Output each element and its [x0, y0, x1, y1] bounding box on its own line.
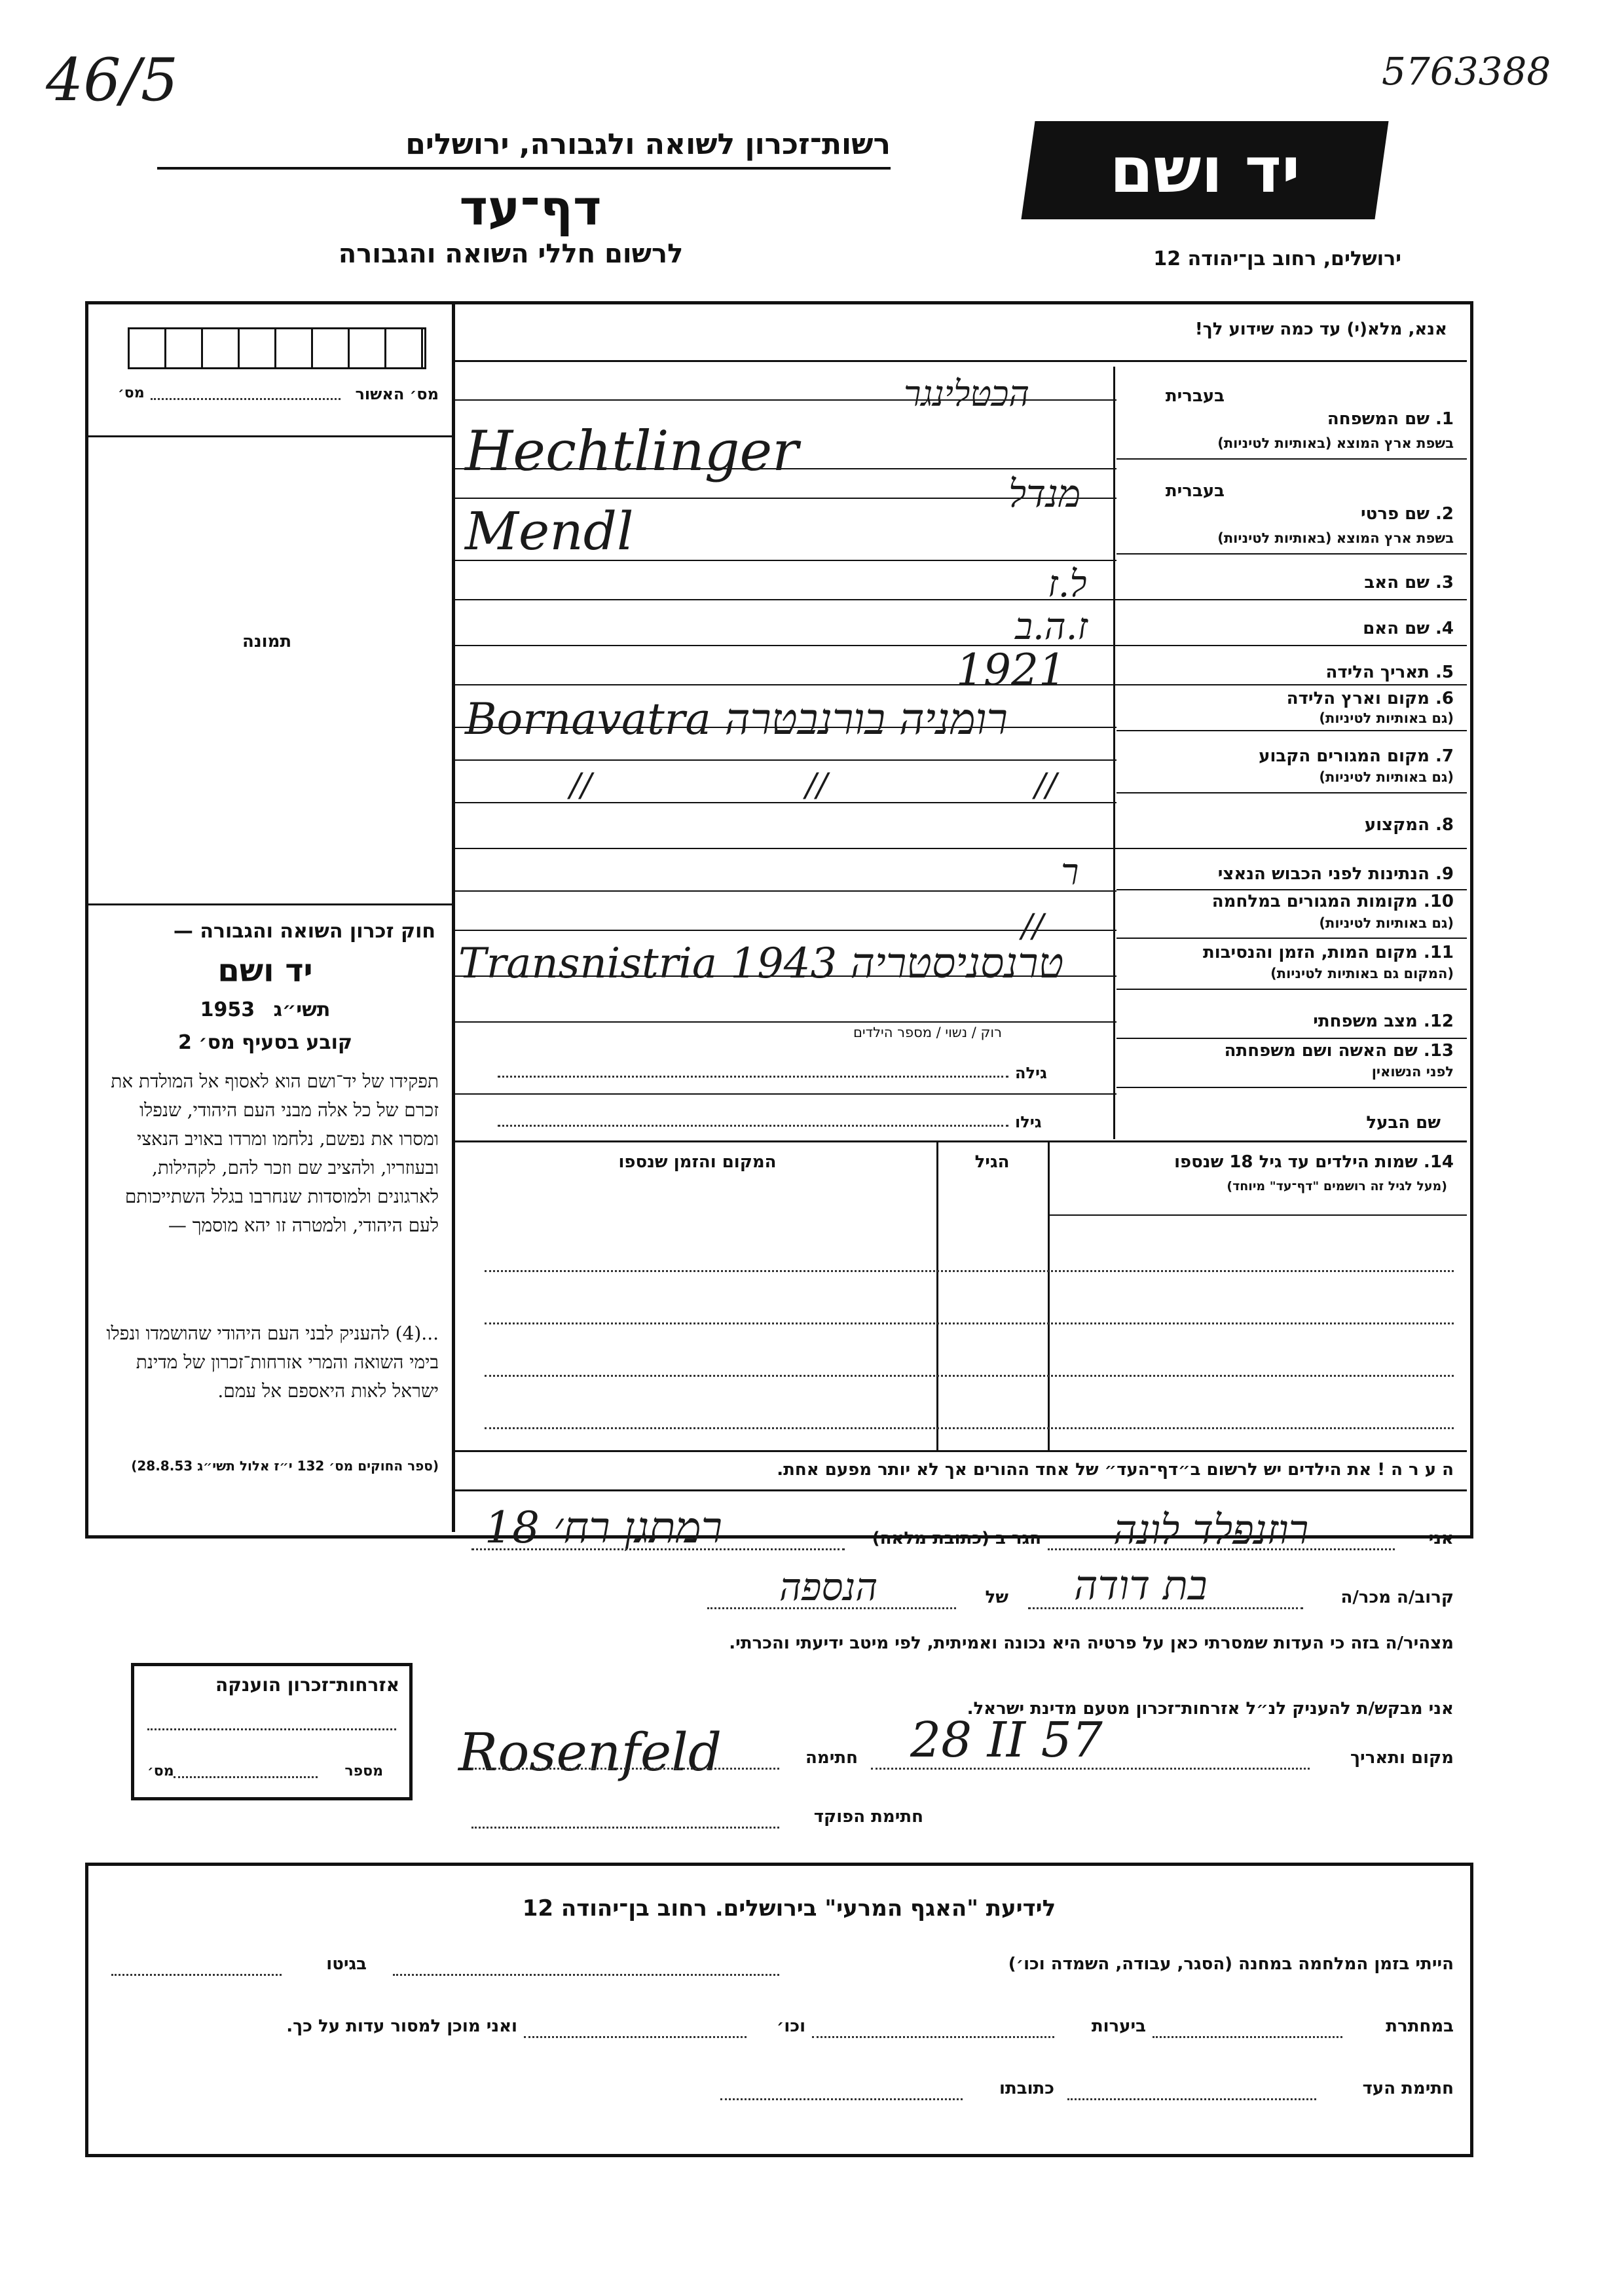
logo-text: יד ושם [1109, 134, 1301, 207]
f7-ditto-3: // [1035, 766, 1057, 804]
law-text-2: ...(4) להעניק לבני העם היהודי שהושמדו ונפלו בימי השואה והמרי אזרחות־זכרון של מדינת ישראל לאות היאספם אל עמם. [106, 1322, 439, 1402]
officer-signature-label: חתימת הפוקד [813, 1807, 923, 1827]
note: ה ע ר ה ! את הילדים יש לרשום ב״דף־העד״ של אחד ההורים אך לא יותר מפעם אחת. [777, 1460, 1454, 1480]
f2-hint: בשפת ארץ המוצא (באותיות לטיניות) [1217, 530, 1454, 546]
cert-title: אזרחות־זכרון הוענקה [215, 1674, 399, 1696]
ready-text: ואני מוכן למסור עדות על כך. [286, 2016, 517, 2036]
f1-value-heb: הכטלינגר [904, 373, 1029, 414]
tick-box [128, 327, 426, 369]
law-ref: (ספר החוקים מס׳ 132 י״ז אלול תשי״ג 28.8.53) [131, 1458, 439, 1474]
f2-label-text: שם פרטי [1361, 504, 1430, 524]
f12-options: רוק / נשוי / מספר הילדים [853, 1025, 1002, 1040]
law-title: חוק זכרון השואה והגבורה — [173, 920, 435, 943]
cert-no-label: מספר [344, 1763, 383, 1779]
law-section: קובע בסעיף מס׳ 2 [177, 1031, 353, 1054]
bottom-title: לידיעת "האגף המרעי" בירושלים. רחוב בן־יהודה 12 [522, 1895, 1056, 1922]
ghetto-label: בגיטו [326, 1954, 367, 1974]
address: ירושלים, רחוב בן־יהודה 12 [1153, 247, 1401, 270]
f6-hint: (גם באותיות לטיניות) [1319, 710, 1454, 726]
law-year-heb: תשי״ג [273, 998, 331, 1021]
signature: Rosenfeld [458, 1722, 722, 1783]
relation-value: בת דודה [1074, 1561, 1208, 1609]
form-title: דף־עד [459, 180, 602, 236]
f14-hint: (מעל לגיל זה רושמים "דף־עד" מיוחד) [1227, 1179, 1447, 1194]
declarant-name: רוזנפלד לונה [1113, 1506, 1309, 1554]
f1-num: 1. [1435, 409, 1454, 429]
f10-ditto: // [1022, 907, 1044, 945]
authority-name: רשות־זכרון לשואה ולגבורה, ירושלים [405, 128, 891, 161]
f8-label: 8. המקצוע [1364, 815, 1454, 835]
yad-vashem-logo [1021, 121, 1388, 219]
of-label: של [985, 1588, 1008, 1607]
underground-label: במחתרת [1386, 2016, 1454, 2036]
f7-ditto-1: // [570, 766, 592, 804]
f1-heb-tag: בעברית [1165, 386, 1225, 406]
cert-no: מס׳ [147, 1763, 174, 1779]
husband-row [471, 1113, 1107, 1139]
f11-label: 11. מקום המות, הזמן והנסיבות [1203, 943, 1454, 962]
f5-value: 1921 [956, 645, 1066, 695]
law-text: תפקידו של יד־ושם הוא לאסוף אל המולדת את זכרם של כל אלה מבני העם היהודי, שנפלו ומסרו את נפשם, נלחמו ומרדו באויב הנאצי ובעוזריו, ולהציב שם וזכר להם, לקהילות, לארגונים ולמוסדות שנחרבו בגלל השתייכותם לעם היהודי, ולמטרה זו יהא מוסמך — [111, 1070, 439, 1236]
f1-value-lat: Hechtlinger [465, 419, 799, 483]
f1-label [1126, 409, 1454, 429]
f3-value: ל.ז [1048, 563, 1087, 606]
relative-label: קרוב/ה מכר/ה [1340, 1588, 1454, 1607]
f11-value: Transnistria 1943 טרנסניסטריה [458, 939, 1064, 988]
forests-label: ביערות [1091, 2016, 1146, 2036]
f5-label: 5. תאריך הלידה [1325, 663, 1454, 682]
f14-col-age: הגיל [974, 1152, 1010, 1172]
f10-hint: (גם באותיות לטיניות) [1319, 915, 1454, 931]
f4-label: 4. שם האם [1363, 619, 1454, 638]
declarant-address: רמתגן רח׳ 18 [485, 1503, 723, 1553]
approval-label: מס׳ האשור [355, 385, 439, 403]
f7-hint: (גם באותיות לטיניות) [1319, 769, 1454, 785]
bottom-line-1: הייתי בזמן המלחמה במחנה (הסגר, עבודה, השמדה וכו׳) [1008, 1954, 1454, 1974]
corner-number: 5763388 [1382, 49, 1551, 94]
law-year-num: 1953 [200, 998, 255, 1021]
etc-label: וכו׳ [776, 2016, 805, 2036]
f1-label-text: שם המשפחה [1327, 409, 1430, 429]
law-name: יד ושם [217, 953, 313, 989]
approval-no: מס׳ [118, 385, 145, 401]
memorial-citizenship-box [131, 1663, 413, 1800]
f7-ditto-2: // [805, 766, 828, 804]
declarant-i: אני [1428, 1529, 1454, 1548]
witness-signature-label: חתימת העד [1362, 2079, 1454, 2098]
intro-text: אנא, מלא(י) עד כמה שידוע לך! [1194, 319, 1447, 339]
f7-label: 7. מקום המגורים הקבוע [1259, 746, 1454, 766]
f13-label: 13. שם האשה ושם משפחתה [1224, 1041, 1454, 1061]
signature-label: חתימה [805, 1748, 858, 1768]
declare-text: מצהיר/ה בזה כי העדות שמסרתי כאן על פרטיה היא נכונה ואמיתית, לפי מיטב ידיעתי והכרתי. [729, 1633, 1454, 1653]
f12-label: 12. מצב משפחתי [1313, 1011, 1454, 1031]
f11-hint: (המקום גם באותיות לטיניות) [1270, 966, 1454, 981]
f2-heb-tag: בעברית [1165, 481, 1225, 501]
witness-address-label: כתובתו [999, 2079, 1054, 2098]
approval-row [118, 385, 439, 411]
of-value: הנספה [779, 1565, 878, 1609]
f14-label: 14. שמות הילדים עד גיל 18 שנספו [1174, 1152, 1454, 1172]
f10-label: 10. מקומות המגורים במלחמה [1211, 892, 1454, 911]
husband-label: שם הבעל [1366, 1113, 1441, 1133]
place-date-label: מקום ותאריך [1350, 1748, 1454, 1768]
corner-note: 46/5 [46, 46, 179, 115]
f4-value: ז.ה.ב [1015, 606, 1088, 648]
f9-label: 9. הנתינות לפני הכבוש הנאצי [1217, 864, 1454, 884]
f2-value-heb: מנדל [1008, 471, 1081, 516]
f2-num: 2. [1435, 504, 1454, 524]
f1-hint: בשפת ארץ המוצא (באותיות לטיניות) [1217, 435, 1454, 451]
f2-label [1126, 504, 1454, 524]
place-date-value: 28 II 57 [910, 1712, 1103, 1768]
request-text: אני מבקש/ת להעניק לנ״ל אזרחות־זכרון מטעם מדינת ישראל. [967, 1699, 1454, 1719]
f13-hint: לפני הנשואין [1371, 1064, 1454, 1080]
form-subtitle: לרשום חללי השואה והגבורה [338, 239, 684, 269]
f9-value: ר [1061, 851, 1079, 894]
f13-age-label: גילה [1015, 1064, 1047, 1082]
f3-label: 3. שם האב [1364, 573, 1454, 592]
husband-age-label: גילו [1015, 1113, 1042, 1131]
f6-value: Bornavatra רומניה בורנבטרה [465, 694, 1008, 744]
photo-label: תמונה [242, 632, 292, 651]
f2-value-lat: Mendl [465, 501, 634, 562]
f13-spouse-row [471, 1064, 1107, 1090]
law-year [95, 998, 435, 1021]
f6-label: 6. מקום וארץ הלידה [1286, 689, 1454, 708]
resides-label: הגר ב (כתובת מלאה) [872, 1529, 1041, 1548]
f14-col-place: המקום והזמן שנספו [618, 1152, 777, 1172]
